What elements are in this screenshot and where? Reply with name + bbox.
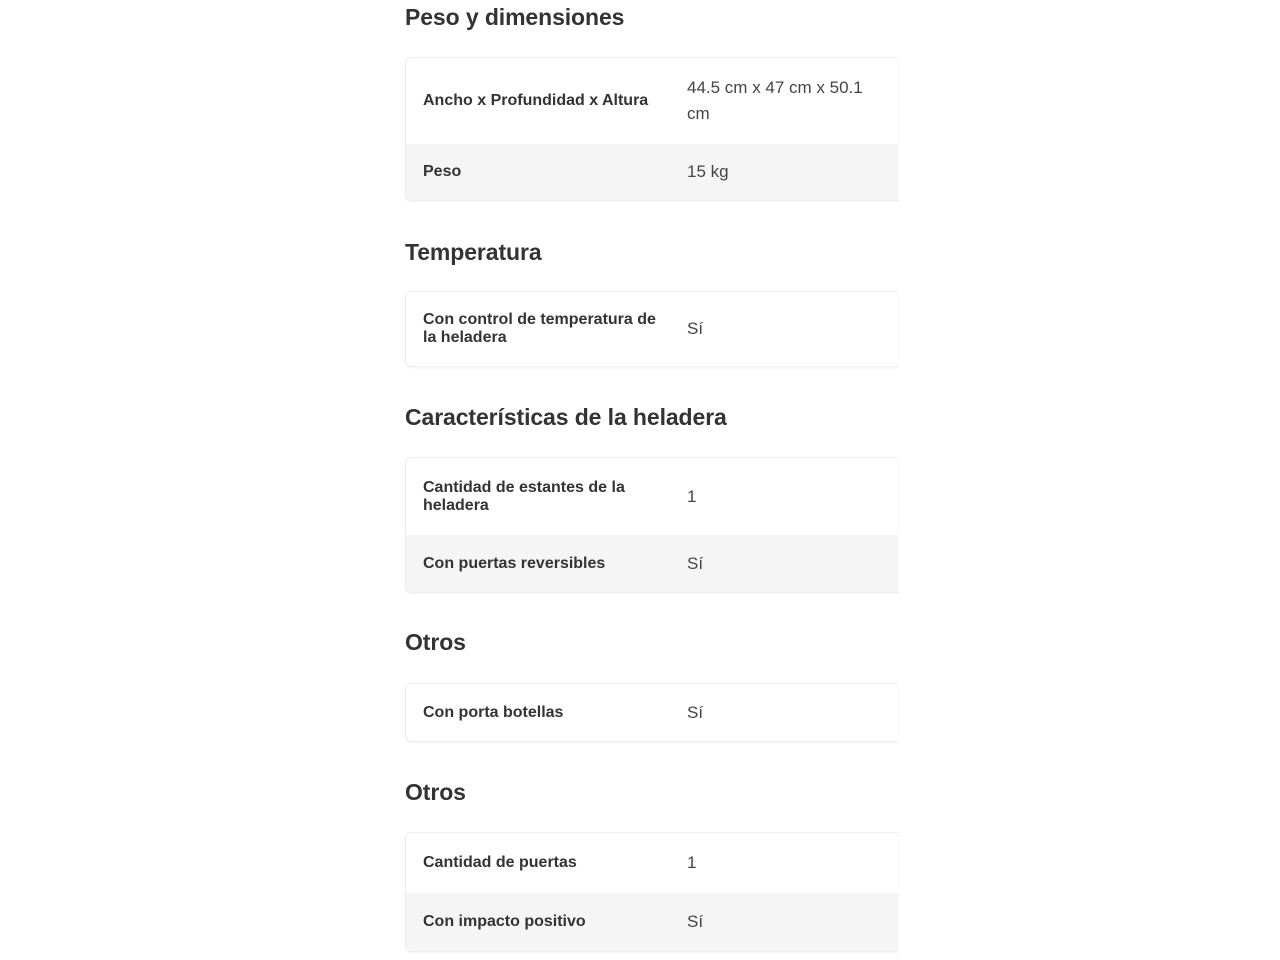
- spec-value: Sí: [687, 553, 704, 573]
- spec-row: [406, 684, 898, 741]
- spec-key: Con puertas reversibles: [423, 554, 606, 572]
- spec-value: 1: [687, 486, 697, 506]
- spec-table-otros-2: [405, 832, 898, 952]
- spec-table-otros: [405, 683, 898, 742]
- spec-key: Con porta botellas: [423, 703, 564, 721]
- spec-value: 15 kg: [687, 162, 729, 181]
- spec-value: Sí: [687, 702, 704, 722]
- spec-row: [406, 58, 898, 144]
- spec-row: [406, 893, 898, 951]
- spec-row: [406, 292, 898, 366]
- spec-table-temperatura: [405, 291, 898, 367]
- spec-value: Sí: [687, 319, 704, 338]
- spec-key: Cantidad de puertas: [423, 854, 577, 871]
- section-title-peso-dimensiones: Peso y dimensiones: [405, 4, 625, 30]
- spec-key: Con control de temperatura de la heladera: [423, 311, 656, 346]
- spec-value: Sí: [687, 912, 704, 931]
- section-title-otros-2: Otros: [405, 779, 466, 805]
- section-title-caracteristicas: Características de la heladera: [405, 404, 727, 430]
- spec-key: Ancho x Profundidad x Altura: [423, 92, 649, 109]
- spec-table-caracteristicas: [405, 457, 898, 593]
- spec-key: Peso: [423, 163, 462, 180]
- spec-table-peso-dimensiones: [405, 57, 898, 201]
- spec-row: [406, 535, 898, 592]
- spec-key: Con impacto positivo: [423, 913, 586, 930]
- spec-key: Cantidad de estantes de la heladera: [423, 478, 625, 514]
- spec-row: [406, 833, 898, 893]
- section-title-otros: Otros: [405, 629, 466, 655]
- spec-row: [406, 144, 898, 200]
- spec-value: 1: [687, 853, 697, 872]
- spec-value: 44.5 cm x 47 cm x 50.1 cm: [687, 78, 863, 123]
- spec-row: [406, 458, 898, 535]
- section-title-temperatura: Temperatura: [405, 239, 542, 265]
